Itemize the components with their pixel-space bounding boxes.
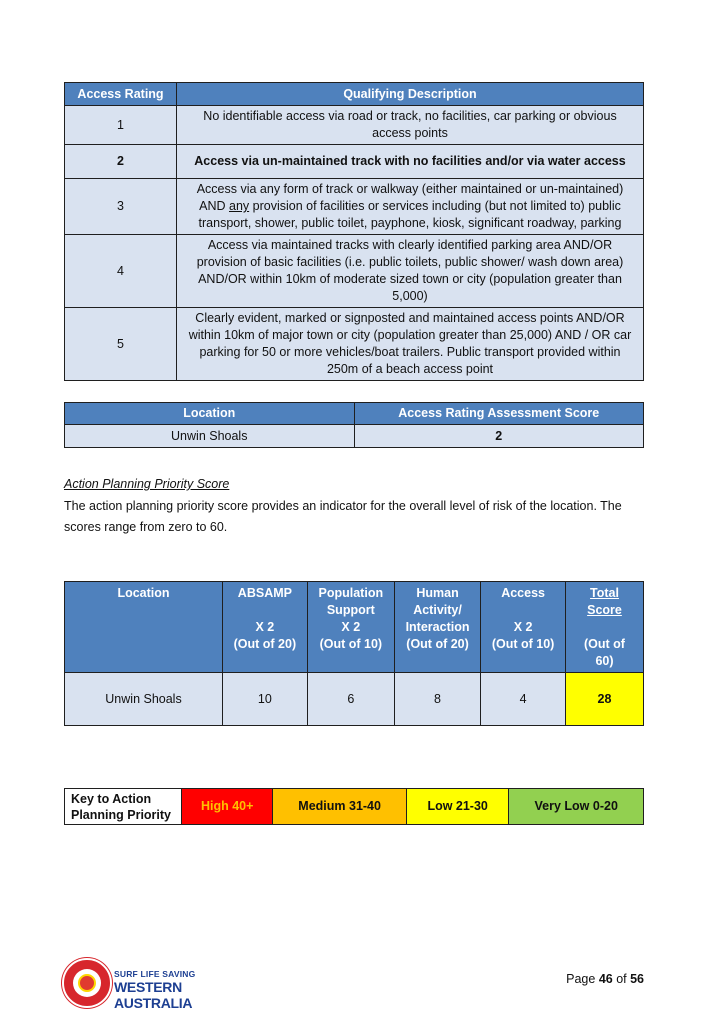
rating-cell: 1 bbox=[65, 106, 177, 145]
total-score-cell: 28 bbox=[566, 673, 644, 726]
table-row bbox=[65, 425, 644, 448]
key-label-line-2: Planning Priority bbox=[71, 807, 172, 822]
header-access-range: (Out of 10) bbox=[491, 637, 555, 651]
surf-life-saving-logo bbox=[62, 958, 242, 1011]
absamp-cell: 10 bbox=[223, 673, 308, 726]
header-population-support bbox=[307, 582, 394, 673]
key-very-low: Very Low 0-20 bbox=[509, 789, 644, 825]
rating-cell: 5 bbox=[65, 308, 177, 381]
header-interaction-label: Interaction bbox=[405, 620, 470, 634]
header-access bbox=[481, 582, 566, 673]
header-human-label: Human bbox=[416, 586, 459, 600]
priority-key-table bbox=[64, 788, 644, 825]
header-score-label: Score bbox=[587, 603, 622, 617]
header-total-label: Total bbox=[590, 586, 619, 600]
priority-score-table bbox=[64, 581, 644, 726]
access-rating-table bbox=[64, 82, 644, 381]
logo-line-2: WESTERN AUSTRALIA bbox=[114, 979, 193, 1011]
header-absamp-multiplier: X 2 bbox=[255, 620, 275, 634]
key-label bbox=[65, 789, 182, 825]
assessment-score-table bbox=[64, 402, 644, 448]
description-cell: Access via un-maintained track with no facilities and/or via water access bbox=[177, 145, 644, 179]
table-row bbox=[65, 179, 644, 235]
header-location bbox=[65, 582, 223, 673]
location-cell: Unwin Shoals bbox=[65, 425, 355, 448]
key-medium: Medium 31-40 bbox=[273, 789, 407, 825]
header-population-range: (Out of 10) bbox=[319, 637, 383, 651]
page-total: 56 bbox=[630, 972, 644, 986]
header-assessment-score: Access Rating Assessment Score bbox=[354, 403, 644, 425]
priority-header-row bbox=[65, 582, 644, 673]
header-access-multiplier: X 2 bbox=[513, 620, 533, 634]
description-underlined-word: any bbox=[229, 199, 250, 213]
table-row bbox=[65, 673, 644, 726]
header-location: Location bbox=[65, 403, 355, 425]
description-part: provision of facilities or services including (but not limited to) public transport, shower, public toilet, payphone, kiosk, significant roadway, parking bbox=[198, 199, 622, 230]
access-rating-header-row bbox=[65, 83, 644, 106]
header-total-range-1: (Out of bbox=[584, 637, 625, 651]
key-label-line-1: Key to Action bbox=[71, 791, 152, 806]
rating-cell: 4 bbox=[65, 235, 177, 308]
page-of: of bbox=[612, 972, 631, 986]
description-cell: No identifiable access via road or track, no facilities, car parking or obvious access points bbox=[177, 106, 644, 145]
header-support-label: Support bbox=[326, 603, 375, 617]
header-qualifying-description: Qualifying Description bbox=[177, 83, 644, 106]
population-cell: 6 bbox=[307, 673, 394, 726]
page-prefix: Page bbox=[566, 972, 599, 986]
table-row bbox=[65, 308, 644, 381]
table-row bbox=[65, 235, 644, 308]
access-cell: 4 bbox=[481, 673, 566, 726]
table-row bbox=[65, 789, 644, 825]
header-absamp-range: (Out of 20) bbox=[233, 637, 297, 651]
action-planning-text: The action planning priority score provides an indicator for the overall level of risk of the location. The scores range from zero to 60. bbox=[64, 499, 622, 534]
description-cell bbox=[177, 179, 644, 235]
description-part: Access via any form of track or walkway (either maintained or un-maintained) AND bbox=[196, 182, 624, 213]
rating-cell: 2 bbox=[65, 145, 177, 179]
assessment-header-row bbox=[65, 403, 644, 425]
header-activity-label: Activity/ bbox=[413, 603, 462, 617]
description-cell: Access via maintained tracks with clearly identified parking area AND/OR provision of basic facilities (i.e. public toilets, public shower/ wash down area) AND/OR within 10km of moderate sized town or city (population greater than 5,000) bbox=[177, 235, 644, 308]
description-cell: Clearly evident, marked or signposted and maintained access points AND/OR within 10km of major town or city (population greater than 25,000) AND / OR car parking for 50 or more vehicles/boat trailers. Public transport provided within 250m of a beach access point bbox=[177, 308, 644, 381]
header-population-label: Population bbox=[318, 586, 384, 600]
header-human-activity bbox=[394, 582, 480, 673]
page-number bbox=[566, 972, 644, 986]
rating-cell: 3 bbox=[65, 179, 177, 235]
score-cell: 2 bbox=[354, 425, 644, 448]
page-current: 46 bbox=[598, 972, 613, 986]
header-absamp bbox=[223, 582, 308, 673]
header-access-label: Access bbox=[501, 586, 545, 600]
table-row bbox=[65, 145, 644, 179]
key-low: Low 21-30 bbox=[406, 789, 509, 825]
header-human-range: (Out of 20) bbox=[406, 637, 469, 651]
logo-line-1: SURF LIFE SAVING bbox=[114, 969, 196, 979]
lifesaver-badge-icon bbox=[62, 958, 112, 1008]
header-location-label: Location bbox=[117, 586, 170, 600]
action-planning-title: Action Planning Priority Score bbox=[64, 477, 230, 491]
key-high: High 40+ bbox=[182, 789, 273, 825]
header-access-rating: Access Rating bbox=[65, 83, 177, 106]
header-population-multiplier: X 2 bbox=[341, 620, 361, 634]
header-total-range-2: 60) bbox=[595, 654, 614, 668]
header-absamp-label: ABSAMP bbox=[237, 586, 292, 600]
human-activity-cell: 8 bbox=[394, 673, 480, 726]
location-cell: Unwin Shoals bbox=[65, 673, 223, 726]
table-row bbox=[65, 106, 644, 145]
header-total-score bbox=[566, 582, 644, 673]
